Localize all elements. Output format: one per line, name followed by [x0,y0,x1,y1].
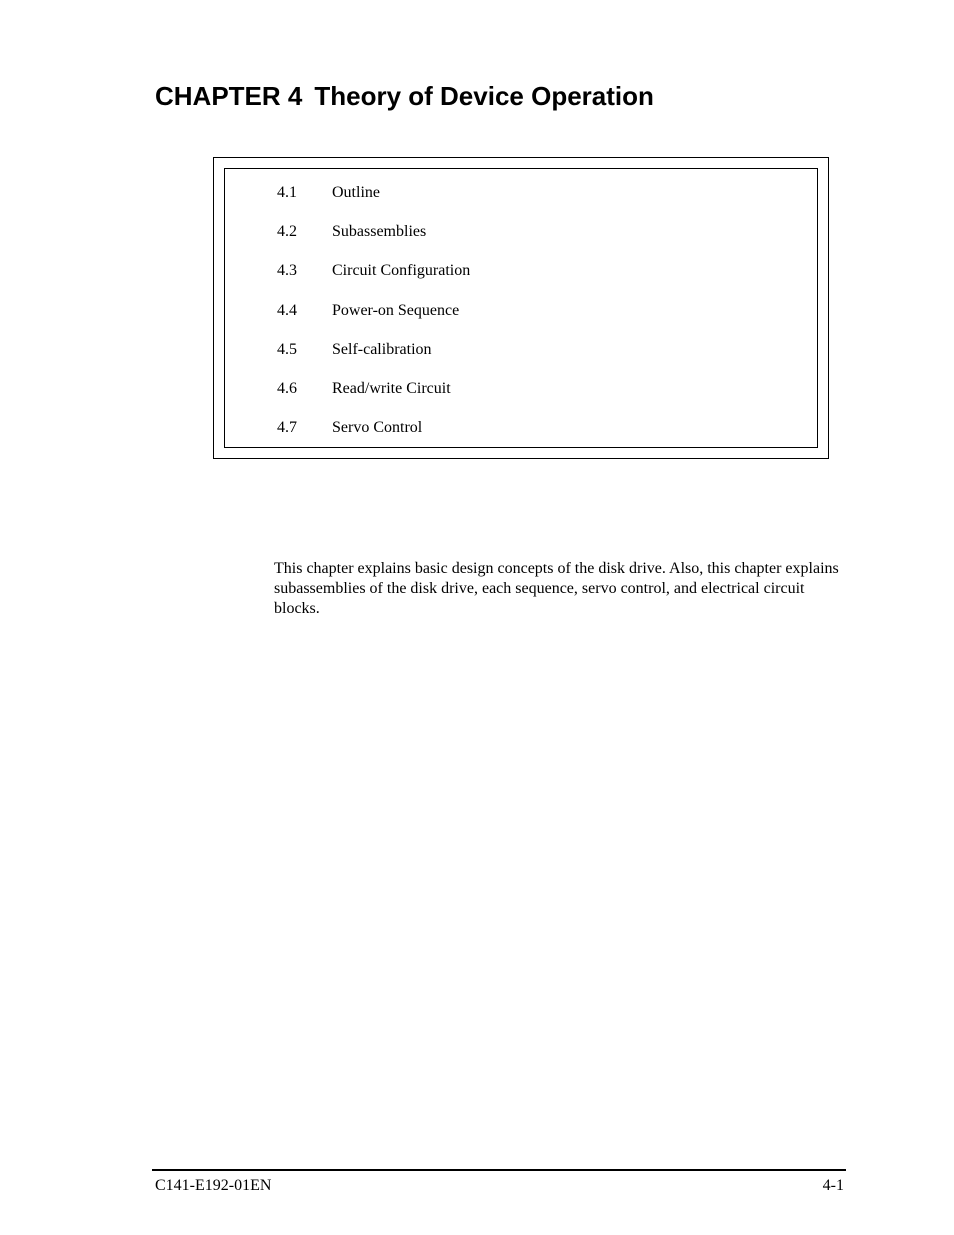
chapter-contents-inner-frame [224,168,818,448]
chapter-title: Theory of Device Operation [314,81,654,111]
toc-item-label: Read/write Circuit [332,379,451,397]
chapter-heading [155,80,654,112]
toc-item-number: 4.6 [277,379,297,397]
chapter-contents-list [277,182,470,456]
chapter-contents-box [213,157,829,459]
footer-page-number: 4-1 [822,1177,844,1194]
intro-paragraph: This chapter explains basic design concepts of the disk drive. Also, this chapter explains subassemblies of the disk drive, each sequence, servo control, and electrical circuit blocks. [274,560,839,617]
toc-item-number: 4.7 [277,419,297,437]
toc-item [277,417,470,456]
toc-item [277,221,470,260]
toc-item-label: Outline [332,184,380,201]
footer-divider [152,1169,846,1171]
toc-item-label: Servo Control [332,419,423,437]
toc-item [277,300,470,339]
toc-item-label: Circuit Configuration [332,262,471,280]
toc-item-number: 4.1 [277,184,297,201]
toc-item [277,339,470,378]
toc-item-label: Subassemblies [332,223,427,241]
chapter-number: CHAPTER 4 [155,81,303,111]
toc-item-number: 4.2 [277,223,297,241]
toc-item-number: 4.4 [277,301,297,319]
toc-item-number: 4.3 [277,262,297,280]
toc-item [277,260,470,299]
toc-item [277,378,470,417]
toc-item [277,182,470,221]
toc-item-label: Power-on Sequence [332,301,460,319]
footer-document-id: C141-E192-01EN [155,1177,272,1194]
toc-item-label: Self-calibration [332,340,432,358]
toc-item-number: 4.5 [277,340,297,358]
